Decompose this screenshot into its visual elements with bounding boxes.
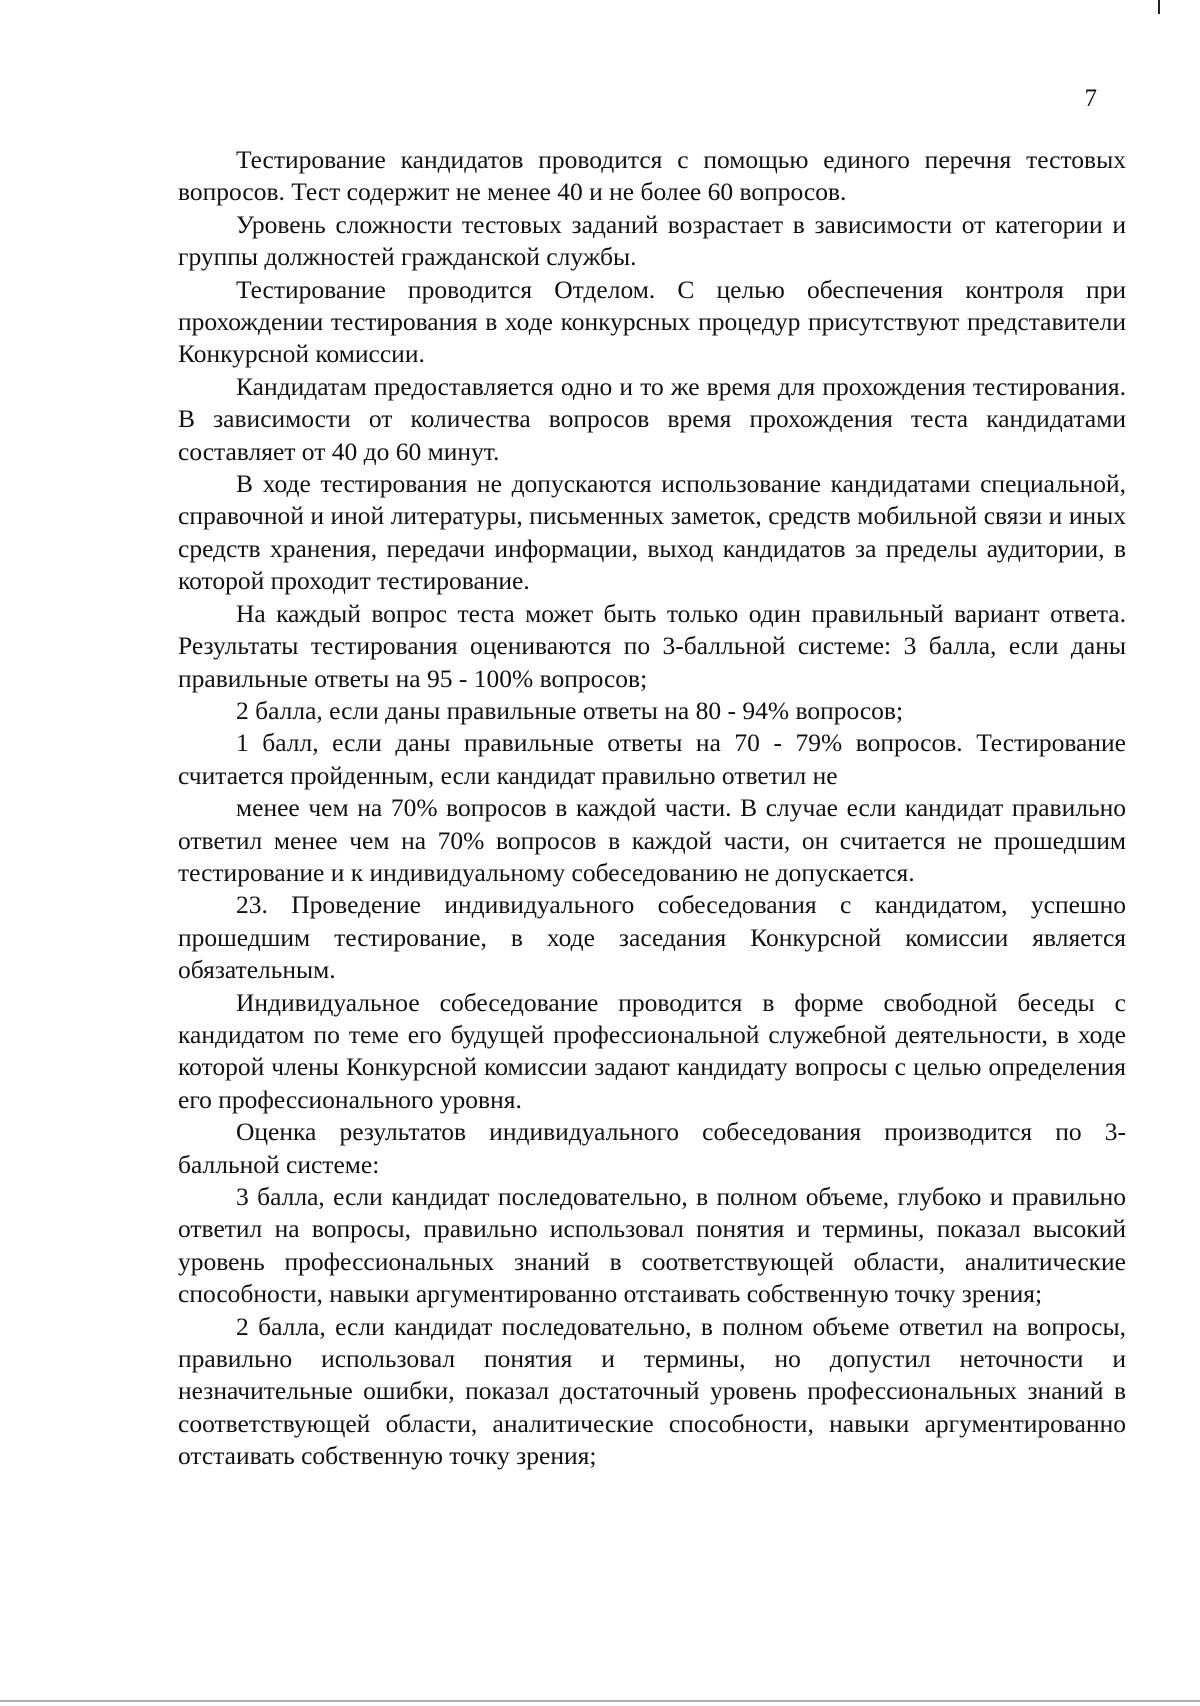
document-body	[178, 144, 1126, 1473]
paragraph-interview-format: Индивидуальное собеседование проводится в форме свободной беседы с кандидатом по теме его будущей профессиональной служебной деятельности, в ходе которой члены Конкурсной комиссии задают кандидату вопросы с целью определения его профессионального уровня.	[178, 987, 1126, 1114]
page-number: 7	[1084, 85, 1097, 112]
paragraph-testing-restrictions: В ходе тестирования не допускаются использование кандидатами специальной, справочной и иной литературы, письменных заметок, средств мобильной связи и иных средств хранения, передачи информации, выход кандидатов за пределы аудитории, в которой проходит тестирование.	[178, 469, 1126, 596]
paragraph-scoring-3-points: На каждый вопрос теста может быть только один правильный вариант ответа. Результаты тестирования оцениваются по 3-балльной системе: 3 балла, если даны правильные ответы на 95 - 100% вопросов;	[178, 598, 1126, 693]
paragraph-interview-mandatory: 23. Проведение индивидуального собеседования с кандидатом, успешно прошедшим тестирование, в ходе заседания Конкурсной комиссии является обязательным.	[178, 890, 1126, 985]
paragraph-scoring-1-point: 1 балл, если даны правильные ответы на 70 - 79% вопросов. Тестирование считается пройденным, если кандидат правильно ответил не	[178, 728, 1126, 790]
paragraph-testing-control: Тестирование проводится Отделом. С целью обеспечения контроля при прохождении тестирования в ходе конкурсных процедур присутствуют представители Конкурсной комиссии.	[178, 274, 1126, 369]
paragraph-scoring-2-points: 2 балла, если даны правильные ответы на 80 - 94% вопросов;	[236, 695, 904, 725]
scan-bottom-edge	[0, 1700, 1200, 1702]
paragraph-difficulty-level: Уровень сложности тестовых заданий возрастает в зависимости от категории и группы должностей гражданской службы.	[178, 209, 1126, 272]
paragraph-testing-time: Кандидатам предоставляется одно и то же время для прохождения тестирования. В зависимости от количества вопросов время прохождения теста кандидатами составляет от 40 до 60 минут.	[178, 371, 1126, 466]
scan-edge-mark	[1158, 0, 1160, 14]
paragraph-interview-3-points: 3 балла, если кандидат последовательно, в полном объеме, глубоко и правильно ответил на вопросы, правильно использовал понятия и термины, показал высокий уровень профессиональных знаний в соответствующей области, аналитические способности, навыки аргументированно отстаивать собственную точку зрения;	[178, 1182, 1126, 1309]
paragraph-testing-questions: Тестирование кандидатов проводится с помощью единого перечня тестовых вопросов. Тест содержит не менее 40 и не более 60 вопросов.	[178, 145, 1126, 207]
paragraph-interview-2-points: 2 балла, если кандидат последовательно, в полном объеме ответил на вопросы, правильно использовал понятия и термины, но допустил неточности и незначительные ошибки, показал достаточный уровень профессиональных знаний в соответствующей области, аналитические способности, навыки аргументированно отстаивать собственную точку зрения;	[178, 1311, 1126, 1471]
paragraph-pass-threshold: менее чем на 70% вопросов в каждой части. В случае если кандидат правильно ответил менее чем на 70% вопросов в каждой части, он считается не прошедшим тестирование и к индивидуальному собеседованию не допускается.	[178, 793, 1126, 887]
paragraph-interview-scoring-system: Оценка результатов индивидуального собеседования производится по 3-балльной системе:	[178, 1117, 1126, 1179]
